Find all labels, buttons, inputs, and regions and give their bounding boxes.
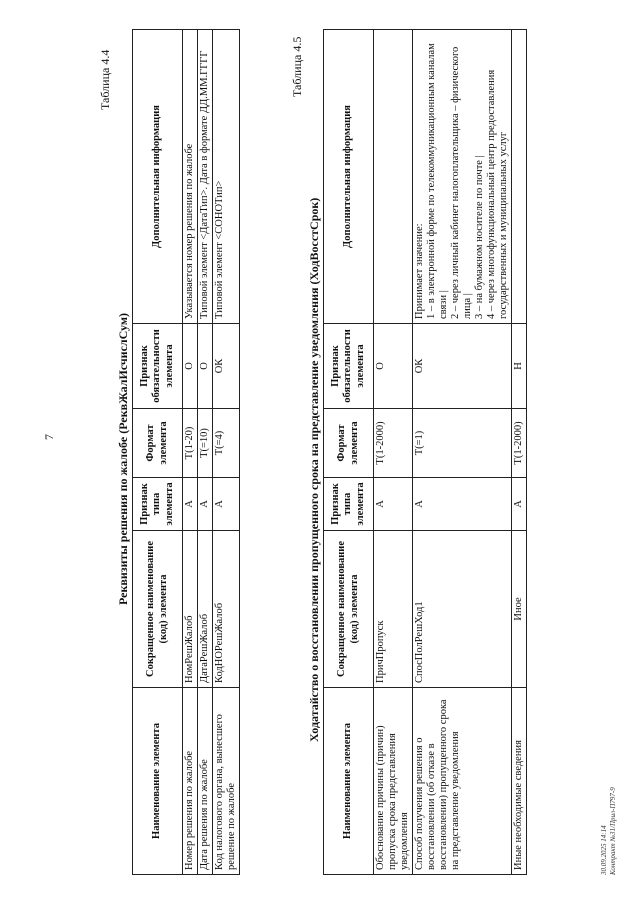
table-cell: СпосПолРешХод1 [413, 531, 512, 688]
table-4-4-header: Признак обязательности элемента [133, 324, 183, 409]
table-cell: T(1-2000) [512, 409, 527, 478]
table-cell [512, 30, 527, 324]
table-4-5 [323, 29, 527, 875]
table-4-5-header-row [324, 30, 374, 875]
table-cell: А [198, 478, 213, 531]
table-cell: Указывается номер решения по жалобе [183, 30, 198, 324]
table-4-5-header: Формат элемента [324, 409, 374, 478]
table-row [413, 30, 512, 875]
table-4-5-header: Наименование элемента [324, 688, 374, 875]
table-cell: T(=1) [413, 409, 512, 478]
table-cell: Типовой элемент <ДатаТип>. Дата в формате ДД.ММ.ГГГГ [198, 30, 213, 324]
table-cell: ОК [413, 324, 512, 409]
table-row [512, 30, 527, 875]
table-cell: Код налогового органа, вынесшего решение по жалобе [213, 688, 240, 875]
table-4-5-header: Сокращенное наименование (код) элемента [324, 531, 374, 688]
table-cell: О [374, 324, 413, 409]
table-cell: T(1-2000) [374, 409, 413, 478]
table-4-5-header: Признак обязательности элемента [324, 324, 374, 409]
table-4-5-title: Ходатайство о восстановлении пропущенного срока на представление уведомления (ХодВосстСрок) [307, 197, 321, 742]
table-cell: Обоснование причины (причин) пропуска срока представления уведомления [374, 688, 413, 875]
table-4-4-header: Сокращенное наименование (код) элемента [133, 531, 183, 688]
table-cell: Типовой элемент <СОНОТип> [213, 30, 240, 324]
values-intro: Принимает значение: [414, 223, 425, 319]
table-cell: О [183, 324, 198, 409]
table-cell: T(=4) [213, 409, 240, 478]
table-cell: О [198, 324, 213, 409]
table-4-4-header: Наименование элемента [133, 688, 183, 875]
footer-stamp [600, 787, 618, 875]
page-number: 7 [42, 434, 56, 440]
value-option: 3 – на бумажном носителе по почте | [474, 155, 485, 319]
table-cell: Иные необходимые сведения [512, 688, 527, 875]
table-cell: Иное [512, 531, 527, 688]
table-cell: А [413, 478, 512, 531]
table-cell: КодНОРешЖалоб [213, 531, 240, 688]
table-row [374, 30, 413, 875]
table-cell: Н [512, 324, 527, 409]
value-option: 1 – в электронной форме по телекоммуникационным каналам связи | [426, 43, 449, 319]
table-row [183, 30, 198, 875]
table-cell: T(1-20) [183, 409, 198, 478]
value-option: 4 – через многофункциональный центр предоставления государственных и муниципальных услуг [486, 69, 509, 319]
table-row [198, 30, 213, 875]
value-option: 2 – через личный кабинет налогоплательщика – физического лица | [450, 46, 473, 319]
table-4-4-label: Таблица 4.4 [98, 49, 112, 110]
table-cell: ОК [213, 324, 240, 409]
values-cell [413, 30, 512, 324]
table-4-5-header: Признак типа элемента [324, 478, 374, 531]
table-cell: Способ получения решения о восстановлении (об отказе в восстановлении) пропущенного срока на представление уведомления [413, 688, 512, 875]
table-4-4-title: Реквизиты решения по жалобе (РеквЖалИсчислСум) [116, 312, 130, 605]
table-cell: А [183, 478, 198, 531]
table-4-4-header-row [133, 30, 183, 875]
table-4-5-header: Дополнительная информация [324, 30, 374, 324]
table-4-4 [132, 29, 240, 875]
table-cell: T(=10) [198, 409, 213, 478]
table-cell: НомРешЖалоб [183, 531, 198, 688]
table-4-5-label: Таблица 4.5 [290, 36, 304, 97]
table-4-4-header: Дополнительная информация [133, 30, 183, 324]
table-4-4-header: Признак типа элемента [133, 478, 183, 531]
footer-contract: Контракт №31/Прил-П797-9 [609, 787, 617, 875]
table-cell: А [512, 478, 527, 531]
table-row [213, 30, 240, 875]
table-cell: ДатаРешЖалоб [198, 531, 213, 688]
table-cell: А [374, 478, 413, 531]
footer-date: 30.09.2025 14:14 [600, 825, 608, 875]
table-cell: Номер решения по жалобе [183, 688, 198, 875]
table-cell: ПричПропуск [374, 531, 413, 688]
table-cell [374, 30, 413, 324]
table-cell: А [213, 478, 240, 531]
table-cell: Дата решения по жалобе [198, 688, 213, 875]
table-4-4-header: Формат элемента [133, 409, 183, 478]
